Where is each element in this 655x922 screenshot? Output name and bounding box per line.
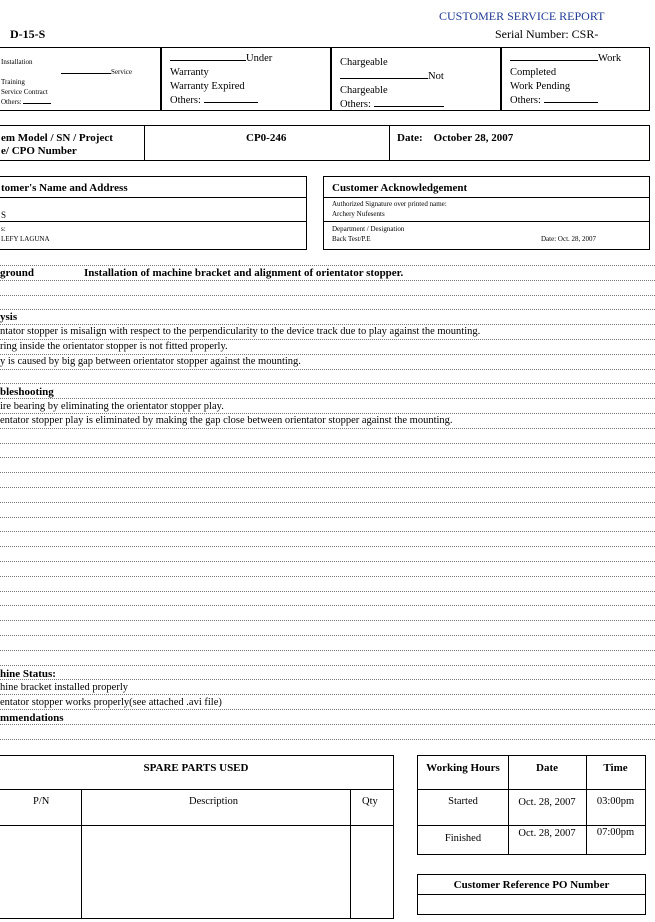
col-description: Description [189,796,238,807]
service-option[interactable]: Service [61,68,132,76]
ruled-line [0,591,655,592]
model-label-line2: e/ CPO Number [1,145,77,157]
customer-address-label: s: [1,225,6,233]
work-pending-option[interactable]: Work Pending [510,81,571,92]
col-pn: P/N [33,796,50,807]
ruled-line [0,339,655,340]
training-option[interactable]: Training [1,78,25,86]
ack-date: Date: Oct. 28, 2007 [541,235,597,243]
report-title: CUSTOMER SERVICE REPORT [439,9,605,23]
started-date: Oct. 28, 2007 [518,797,576,808]
working-hours-table [417,755,646,855]
background-label: ground [0,267,35,279]
model-label-line1: em Model / SN / Project [1,132,113,144]
ruled-line [0,354,655,355]
work-box [501,47,650,111]
work-option[interactable]: Work [510,53,621,64]
model-row [0,125,650,161]
warranty-box [161,47,331,111]
spare-parts-table [0,755,394,919]
model-value: CP0-246 [246,132,287,144]
service-type-box [0,47,161,111]
machine-status-line: hine bracket installed properly [0,682,128,693]
ruled-line [0,295,655,296]
warranty-others[interactable]: Others: [170,95,258,106]
ruled-line [0,309,655,310]
ruled-line [0,280,655,281]
col-qty: Qty [362,796,378,807]
warranty-label: Warranty [170,67,209,78]
machine-status-label: hine Status: [0,668,56,680]
charge-box [331,47,501,111]
started-time: 03:00pm [596,796,635,807]
ruled-line [0,383,655,384]
ack-dept-label: Department / Designation [332,225,405,233]
service-others[interactable]: Others: [1,98,51,106]
started-label: Started [448,796,478,807]
ruled-line [0,620,655,621]
customer-po-box [417,874,646,915]
serial-label: Serial Number: [495,27,569,41]
ruled-line [0,443,655,444]
ruled-line [0,739,655,740]
ruled-line [0,398,655,399]
ruled-line [0,265,655,266]
model-date: Date: October 28, 2007 [397,132,514,144]
ruled-line [0,576,655,577]
troubleshooting-line: entator stopper play is eliminated by making the gap close between orientator stopper against the mounting. [0,415,453,426]
ack-title: Customer Acknowledgement [332,182,468,194]
machine-status-line: entator stopper works properly(see attached .avi file) [0,697,222,708]
analysis-label: ysis [0,311,18,323]
ruled-line [0,650,655,651]
ruled-line [0,531,655,532]
customer-title: tomer's Name and Address [1,182,128,194]
ruled-line [0,694,655,695]
ruled-line [0,413,655,414]
troubleshooting-line: ire bearing by eliminating the orientator stopper play. [0,401,224,412]
finished-date: Oct. 28, 2007 [518,828,576,839]
col-working-hours: Working Hours [426,762,500,774]
ruled-line [0,457,655,458]
spare-parts-title: SPARE PARTS USED [143,762,249,774]
ruled-line [0,472,655,473]
ack-signature-name: Archery Nufesents [332,210,385,218]
ruled-line [0,724,655,725]
analysis-line: ring inside the orientator stopper is not fitted properly. [0,341,228,352]
troubleshooting-label: bleshooting [0,386,54,398]
form-code: D-15-S [10,27,46,41]
ack-dept-value: Back Test/P.E [332,235,371,243]
customer-name: S [1,210,7,220]
col-time: Time [603,762,628,774]
under-warranty-option[interactable]: Under [170,53,272,64]
ruled-line [0,369,655,370]
installation-option[interactable]: Installation [1,58,33,66]
service-contract-option[interactable]: Service Contract [1,88,48,96]
background-text: Installation of machine bracket and alignment of orientator stopper. [84,267,404,279]
ruled-line [0,635,655,636]
work-others[interactable]: Others: [510,95,598,106]
serial-value: CSR- [571,27,599,41]
ruled-line [0,709,655,710]
col-date: Date [536,762,558,774]
ruled-line [0,665,655,666]
ruled-line [0,487,655,488]
work-completed-option[interactable]: Completed [510,67,557,78]
not-chargeable-option[interactable]: Not [340,71,444,82]
customer-po-title: Customer Reference PO Number [453,879,610,891]
recommendations-label: mmendations [0,712,64,724]
ruled-line [0,546,655,547]
finished-time: 07:00pm [596,827,635,838]
customer-address: LEFY LAGUNA [1,235,50,243]
warranty-expired-option[interactable]: Warranty Expired [170,81,245,92]
customer-box [0,176,307,250]
acknowledgement-box [323,176,650,250]
ruled-line [0,679,655,680]
ruled-line [0,502,655,503]
ruled-line [0,428,655,429]
chargeable-option[interactable]: Chargeable [340,57,388,68]
finished-label: Finished [444,833,482,844]
ack-signature-label: Authorized Signature over printed name: [332,200,447,208]
serial-number [495,27,598,42]
ruled-line [0,324,655,325]
ruled-line [0,561,655,562]
charge-others[interactable]: Others: [340,99,444,110]
analysis-line: y is caused by big gap between orientator stopper against the mounting. [0,356,301,367]
ruled-line [0,517,655,518]
chargeable2-label: Chargeable [340,85,388,96]
analysis-line: ntator stopper is misalign with respect to the perpendicularity to the device track due to play against the mounting. [0,326,481,337]
ruled-line [0,605,655,606]
